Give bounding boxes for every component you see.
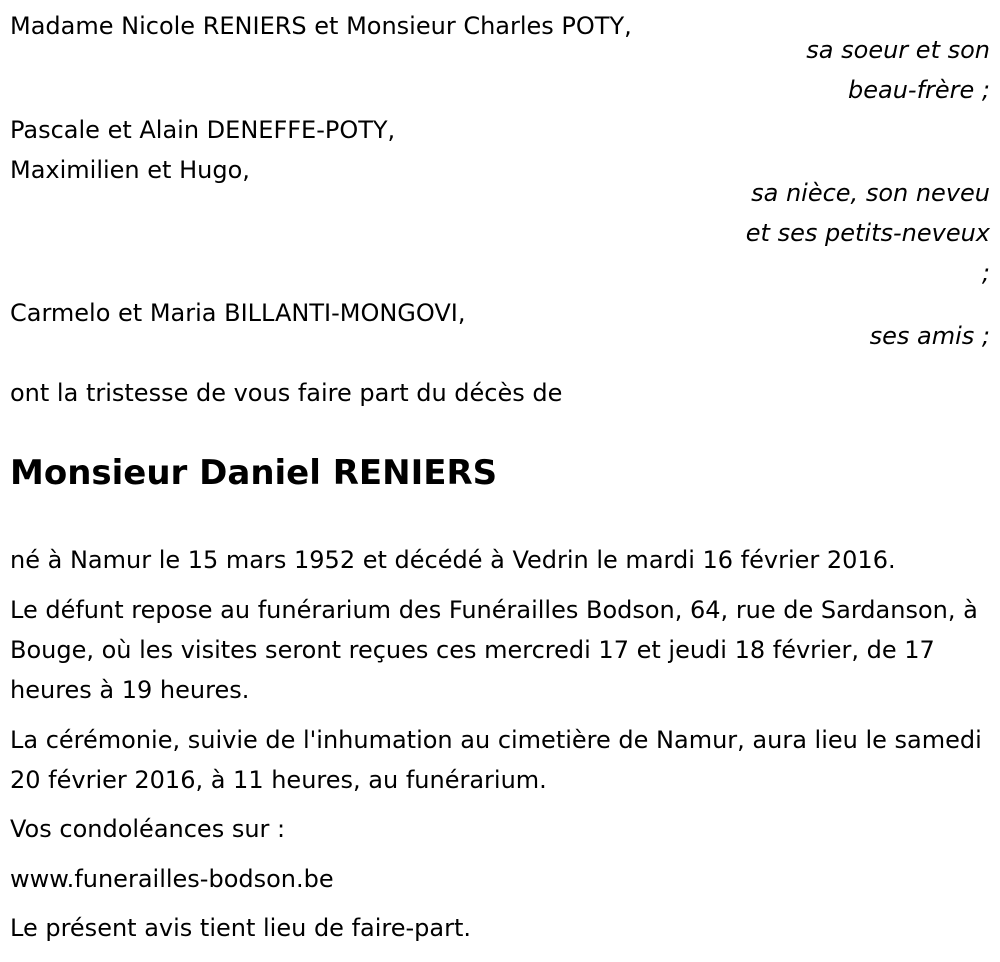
announcement-text: ont la tristesse de vous faire part du décès de [10, 379, 563, 407]
ceremony-text: La cérémonie, suivie de l'inhumation au cimetière de Namur, aura lieu le samedi 20 février 2016, à 11 heures, au funérarium. [10, 726, 982, 794]
relation-niece-line2: et ses petits-neveux [745, 219, 990, 247]
family-line-sister: Madame Nicole RENIERS et Monsieur Charles POTY, [10, 12, 632, 40]
visitation-text: Le défunt repose au funérarium des Funérailles Bodson, 64, rue de Sardanson, à Bouge, où les visites seront reçues ces mercredi 17 et jeudi 18 février, de 17 heures à 19 heures. [10, 596, 978, 704]
relation-sister-line2: beau-frère ; [847, 76, 990, 104]
relation-friends: ses amis ; [869, 322, 990, 350]
family-line-grandnephews: Maximilien et Hugo, [10, 156, 250, 184]
family-line-niece: Pascale et Alain DENEFFE-POTY, [10, 116, 396, 144]
website-link[interactable]: www.funerailles-bodson.be [10, 865, 334, 893]
deceased-name: Monsieur Daniel RENIERS [10, 453, 498, 493]
relation-niece-line3: ; [981, 259, 990, 287]
condolences-label: Vos condoléances sur : [10, 815, 286, 843]
family-line-friends: Carmelo et Maria BILLANTI-MONGOVI, [10, 299, 466, 327]
notice-text: Le présent avis tient lieu de faire-part. [10, 914, 472, 942]
relation-niece-line1: sa nièce, son neveu [751, 179, 990, 207]
birth-death-text: né à Namur le 15 mars 1952 et décédé à Vedrin le mardi 16 février 2016. [10, 546, 896, 574]
relation-sister-line1: sa soeur et son [806, 36, 990, 64]
